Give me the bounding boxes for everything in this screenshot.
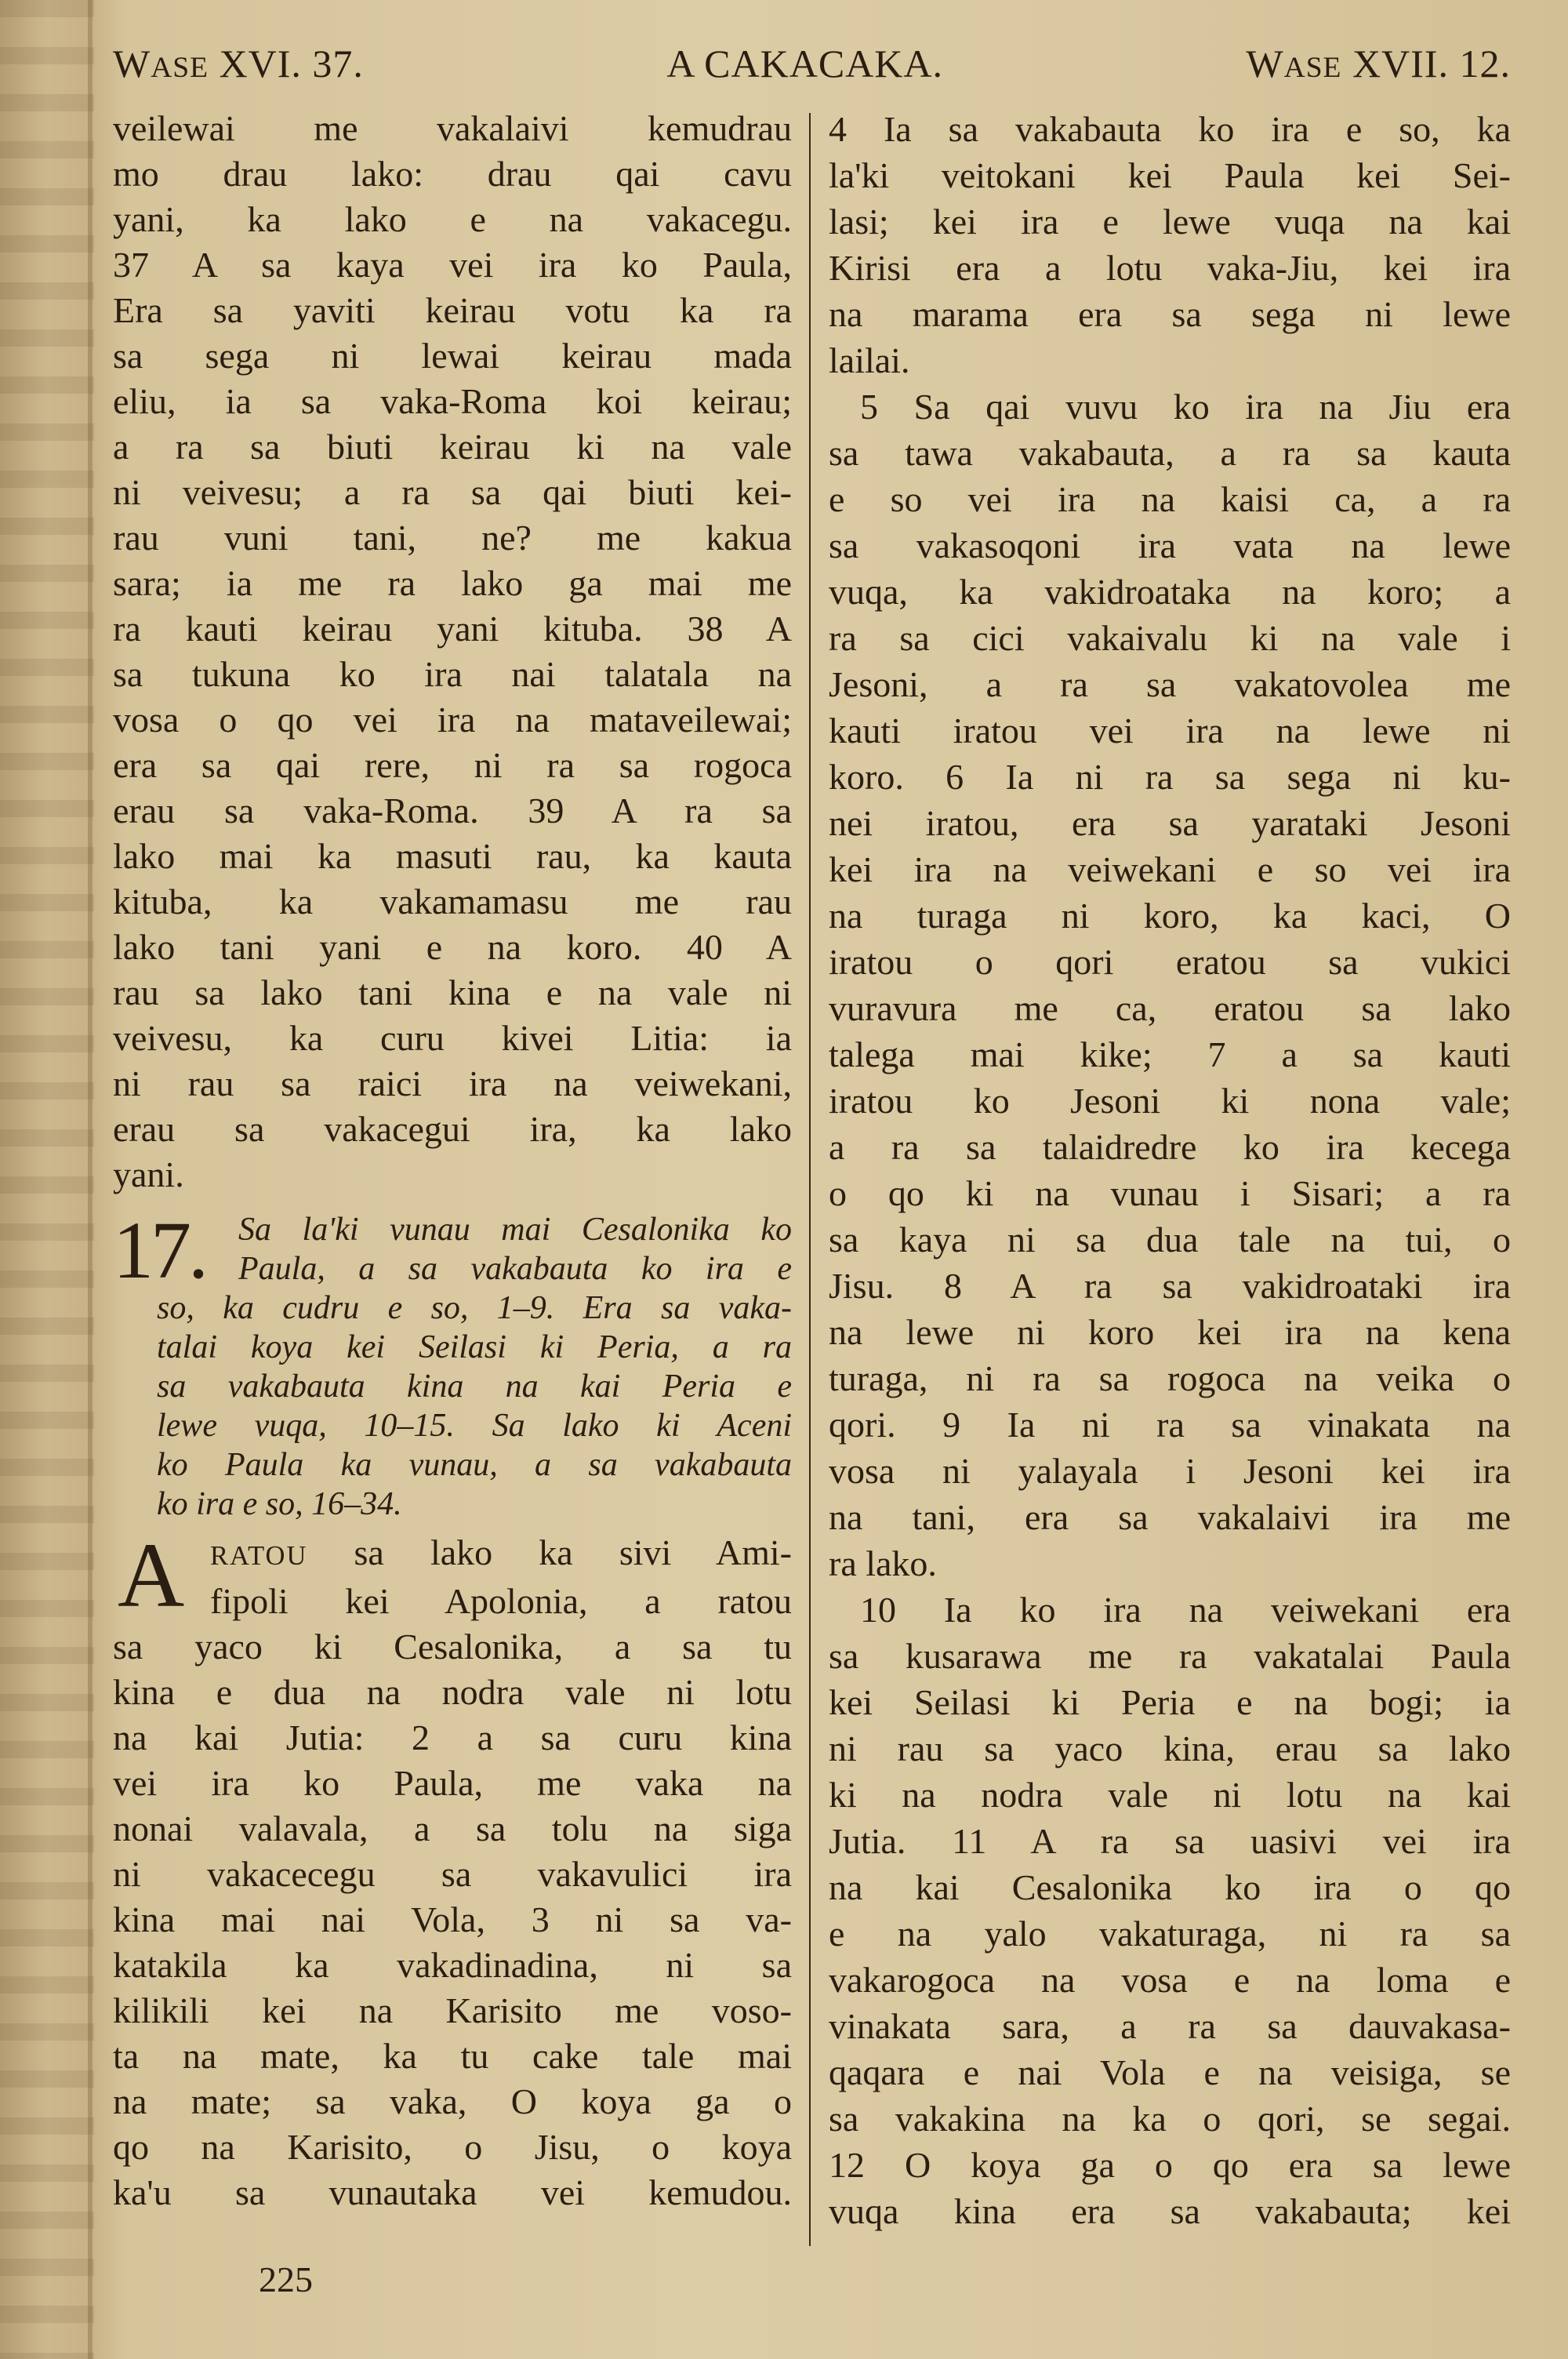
text-line: vuqa, ka vakidroataka na koro; a [829, 572, 1511, 612]
text-line: Jisu. 8 A ra sa vakidroataki ira [829, 1266, 1511, 1306]
text-line: nei iratou, era sa yarataki Jesoni [829, 803, 1511, 843]
header-left-ref: XVI. 37. [219, 42, 364, 85]
text-line: e na yalo vakaturaga, ni ra sa [829, 1914, 1511, 1954]
paragraph [829, 383, 1511, 1587]
text-line: ko Paula ka vunau, a sa vakabauta [157, 1447, 792, 1483]
chapter-summary-lines [113, 1205, 792, 1524]
text-line: ni rau sa yaco kina, erau sa lako [829, 1728, 1511, 1768]
text-line: veilewai me vakalaivi kemudrau [113, 108, 792, 148]
text-line [113, 1530, 792, 1579]
paragraph [829, 1587, 1511, 2234]
text-line: qo na Karisito, o Jisu, o koya [113, 2127, 792, 2167]
text-line: ra kauti keirau yani kituba. 38 A [113, 609, 792, 649]
text-line: lewe vuqa, 10–15. Sa lako ki Aceni [157, 1408, 792, 1444]
text-line: Kirisi era a lotu vaka-Jiu, kei ira [829, 248, 1511, 288]
text-line: yani. [113, 1154, 184, 1194]
text-line: veivesu, ka curu kivei Litia: ia [113, 1018, 792, 1058]
text-line: na turaga ni koro, ka kaci, O [829, 896, 1511, 936]
right-column-paragraphs [829, 106, 1511, 2234]
paragraph [829, 106, 1511, 383]
text-line: iratou ko Jesoni ki nona vale; [829, 1081, 1511, 1121]
left-column [113, 106, 792, 2215]
text-line: vei ira ko Paula, me vaka na [113, 1763, 792, 1803]
text-line: mo drau lako: drau qai cavu [113, 154, 792, 194]
text-line: 37 A sa kaya vei ira ko Paula, [113, 245, 792, 285]
opening-first-line-rest: sa lako ka sivi Ami- [307, 1532, 792, 1572]
left-column-paragraphs [113, 106, 792, 1198]
text-line: rau vuni tani, ne? me kakua [113, 518, 792, 558]
text-line: iratou o qori eratou sa vukici [829, 942, 1511, 982]
header-right-reference [1246, 41, 1511, 96]
text-line: Sa la'ki vunau mai Cesalonika ko [238, 1212, 792, 1248]
text-line: kilikili kei na Karisito me voso- [113, 1990, 792, 2030]
text-line: sa yaco ki Cesalonika, a sa tu [113, 1627, 792, 1667]
header-left-book-rest: ASE [151, 52, 209, 84]
text-line: sara; ia me ra lako ga mai me [113, 563, 792, 603]
header-left-book-initial: W [113, 42, 151, 85]
text-line: kina mai nai Vola, 3 ni sa va- [113, 1899, 792, 1939]
text-line: qaqara e nai Vola e na veisiga, se [829, 2052, 1511, 2092]
text-line: lailai. [829, 340, 910, 380]
text-line: yani, ka lako e na vakacegu. [113, 199, 792, 239]
text-line: 10 Ia ko ira na veiwekani era [860, 1590, 1511, 1630]
page-gutter-shadow [88, 0, 93, 2359]
text-line: na kai Jutia: 2 a sa curu kina [113, 1717, 792, 1757]
text-line: kina e dua na nodra vale ni lotu [113, 1672, 792, 1712]
text-line: lasi; kei ira e lewe vuqa na kai [829, 202, 1511, 242]
text-line: lako mai ka masuti rau, ka kauta [113, 836, 792, 876]
paragraph [113, 106, 792, 1198]
text-line: talega mai kike; 7 a sa kauti [829, 1034, 1511, 1074]
text-line: 5 Sa qai vuvu ko ira na Jiu era [860, 387, 1511, 427]
text-line: a ra sa talaidredre ko ira kecega [829, 1127, 1511, 1167]
text-line: 12 O koya ga o qo era sa lewe [829, 2145, 1511, 2185]
text-line: vosa ni yalayala i Jesoni kei ira [829, 1451, 1511, 1491]
text-line: ko ira e so, 16–34. [157, 1486, 402, 1522]
text-line: vosa o qo vei ira na mataveilewai; [113, 700, 792, 740]
header-title: A CAKACAKA. [666, 42, 944, 85]
text-line: ni rau sa raici ira na veiwekani, [113, 1063, 792, 1103]
text-line: eliu, ia sa vaka-Roma koi keirau; [113, 381, 792, 421]
text-line: na lewe ni koro kei ira na kena [829, 1312, 1511, 1352]
text-line: ka'u sa vunautaka vei kemudou. [113, 2172, 792, 2212]
text-line: turaga, ni ra sa rogoca na veika o [829, 1358, 1511, 1398]
text-line: e so vei ira na kaisi ca, a ra [829, 479, 1511, 519]
text-line: Era sa yaviti keirau votu ka ra [113, 290, 792, 330]
chapter-opening-paragraph [113, 1524, 792, 2215]
column-divider [809, 113, 811, 2246]
chapter-summary [113, 1205, 792, 1524]
text-line: na tani, era sa vakalaivi ira me [829, 1497, 1511, 1537]
text-line: ta na mate, ka tu cake tale mai [113, 2036, 792, 2076]
text-line: la'ki veitokani kei Paula kei Sei- [829, 155, 1511, 195]
text-line: erau sa vaka-Roma. 39 A ra sa [113, 791, 792, 831]
chapter-number: 17. [113, 1205, 205, 1296]
text-line: koro. 6 Ia ni ra sa sega ni ku- [829, 757, 1511, 797]
text-line: vinakata sara, a ra sa dauvakasa- [829, 2006, 1511, 2046]
text-line: na marama era sa sega ni lewe [829, 294, 1511, 334]
text-line: ra sa cici vakaivalu ki na vale i [829, 618, 1511, 658]
text-line: sa vakakina na ka o qori, se segai. [829, 2099, 1511, 2139]
text-line: katakila ka vakadinadina, ni sa [113, 1945, 792, 1985]
text-line: ni vakacecegu sa vakavulici ira [113, 1854, 792, 1894]
text-line: era sa qai rere, ni ra sa rogoca [113, 745, 792, 785]
text-line: vakarogoca na vosa e na loma e [829, 1960, 1511, 2000]
text-line: nonai valavala, a sa tolu na siga [113, 1808, 792, 1848]
text-line: kei ira na veiwekani e so vei ira [829, 849, 1511, 889]
header-right-book-initial: W [1246, 42, 1284, 85]
text-line: kituba, ka vakamamasu me rau [113, 881, 792, 921]
text-line: vuravura me ca, eratou sa lako [829, 988, 1511, 1028]
text-line: Jesoni, a ra sa vakatovolea me [829, 664, 1511, 704]
text-line: ki na nodra vale ni lotu na kai [829, 1775, 1511, 1815]
running-header [113, 41, 1511, 96]
text-line: Paula, a sa vakabauta ko ira e [238, 1251, 792, 1287]
text-line: o qo ki na vunau i Sisari; a ra [829, 1173, 1511, 1213]
right-column [829, 106, 1511, 2234]
text-line: erau sa vakacegui ira, ka lako [113, 1109, 792, 1149]
opening-first-word: RATOU [210, 1541, 308, 1571]
header-left-reference [113, 41, 364, 96]
text-line: rau sa lako tani kina e na vale ni [113, 972, 792, 1012]
text-line: a ra sa biuti keirau ki na vale [113, 427, 792, 467]
text-line: so, ka cudru e so, 1–9. Era sa vaka- [157, 1290, 792, 1326]
adjacent-page-edges [0, 0, 94, 2359]
header-right-book-rest: ASE [1283, 52, 1342, 84]
text-line: vuqa kina era sa vakabauta; kei [829, 2191, 1511, 2231]
page-number: 225 [259, 2259, 313, 2299]
text-line: na kai Cesalonika ko ira o qo [829, 1867, 1511, 1907]
text-line: sa tukuna ko ira nai talatala na [113, 654, 792, 694]
drop-cap: A [118, 1524, 185, 1627]
text-line: fipoli kei Apolonia, a ratou [210, 1581, 792, 1621]
text-line: lako tani yani e na koro. 40 A [113, 927, 792, 967]
text-line: Jutia. 11 A ra sa uasivi vei ira [829, 1821, 1511, 1861]
text-line: sa kaya ni sa dua tale na tui, o [829, 1219, 1511, 1259]
text-line: sa vakasoqoni ira vata na lewe [829, 525, 1511, 565]
text-line: ra lako. [829, 1543, 937, 1583]
header-right-ref: XVII. 12. [1352, 42, 1511, 85]
text-line: sa sega ni lewai keirau mada [113, 336, 792, 376]
text-line: na mate; sa vaka, O koya ga o [113, 2081, 792, 2121]
text-line: sa tawa vakabauta, a ra sa kauta [829, 433, 1511, 473]
text-line: ni veivesu; a ra sa qai biuti kei- [113, 472, 792, 512]
text-line: talai koya kei Seilasi ki Peria, a ra [157, 1329, 792, 1365]
text-line: kei Seilasi ki Peria e na bogi; ia [829, 1682, 1511, 1722]
text-line: kauti iratou vei ira na lewe ni [829, 711, 1511, 751]
text-line: sa kusarawa me ra vakatalai Paula [829, 1636, 1511, 1676]
text-line: sa vakabauta kina na kai Peria e [157, 1369, 792, 1405]
text-line: qori. 9 Ia ni ra sa vinakata na [829, 1405, 1511, 1445]
opening-paragraph-lines [113, 1579, 792, 2215]
text-line: 4 Ia sa vakabauta ko ira e so, ka [829, 109, 1511, 149]
